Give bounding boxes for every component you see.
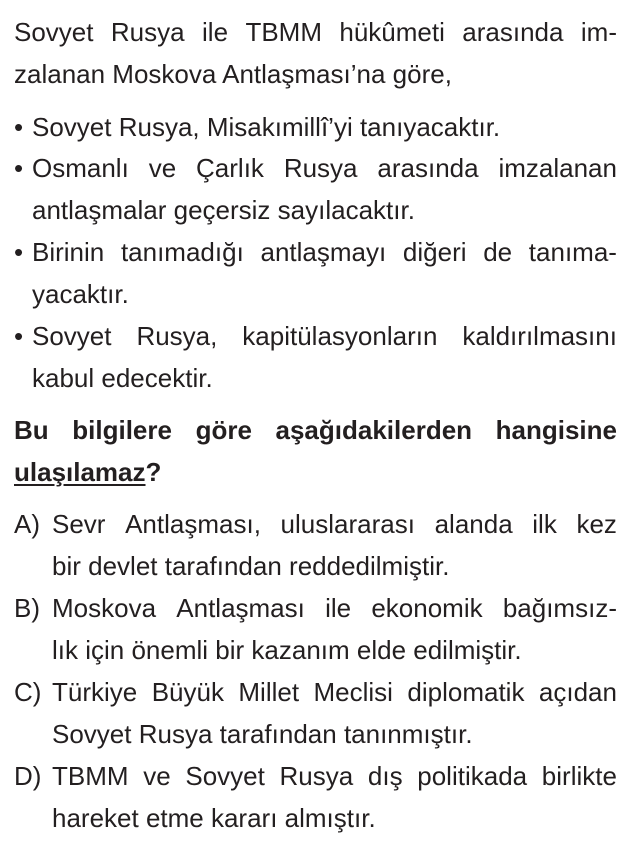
stem-line-1 (14, 16, 617, 48)
word: Büyük (151, 677, 224, 707)
word: antlaşmayı (260, 237, 387, 267)
word: ekonomik (371, 593, 483, 623)
word: bağımsız- (502, 593, 617, 623)
bullet-marker: • (14, 112, 24, 142)
bullet-4-line-1 (32, 320, 617, 352)
word: ile (202, 17, 229, 47)
word: Rusya (283, 153, 358, 183)
word: Osmanlı (32, 153, 129, 183)
bullet-1-line-1: Sovyet Rusya, Misakımillî’yi tanıyacaktır. (32, 112, 501, 142)
word: Birinin (32, 237, 105, 267)
question-emphasis: ulaşılamaz (14, 457, 146, 487)
word: ilk (532, 509, 557, 539)
option-b-line-1 (52, 592, 617, 624)
word: arasında (462, 17, 564, 47)
word: kaldırılmasını (462, 321, 617, 351)
word: kez (576, 509, 617, 539)
word: Millet (238, 677, 300, 707)
bullet-marker: • (14, 153, 24, 183)
word: politikada (417, 761, 528, 791)
option-b-letter: B) (14, 593, 40, 623)
word: Antlaşması, (125, 509, 261, 539)
word: Rusya (279, 761, 354, 791)
word: tanıma- (528, 237, 617, 267)
bullet-2-line-1 (32, 152, 617, 184)
word: Sevr (52, 509, 106, 539)
word: Bu (14, 415, 49, 445)
option-d-letter: D) (14, 761, 42, 791)
word: hükûmeti (339, 17, 445, 47)
word: de (483, 237, 513, 267)
option-b-line-2: lık için önemli bir kazanım elde edilmiştir. (52, 635, 522, 665)
question-line-1 (14, 414, 617, 446)
word: Moskova (52, 593, 157, 623)
word: Sovyet (32, 321, 112, 351)
bullet-marker: • (14, 237, 24, 267)
word: açıdan (538, 677, 617, 707)
stem-line-2: zalanan Moskova Antlaşması’na göre, (14, 59, 452, 89)
bullet-2-line-2: antlaşmalar geçersiz sayılacaktır. (32, 195, 415, 225)
option-a-line-2: bir devlet tarafından reddedilmiştir. (52, 551, 450, 581)
option-d-line-1 (52, 760, 617, 792)
word: birlikte (541, 761, 617, 791)
word: arasında (377, 153, 479, 183)
word: Türkiye (52, 677, 138, 707)
bullet-marker: • (14, 321, 24, 351)
word: ile (325, 593, 352, 623)
word: bilgilere (72, 415, 172, 445)
option-a-letter: A) (14, 509, 40, 539)
word: TBMM (245, 17, 322, 47)
word: TBMM (52, 761, 129, 791)
word: diplomatik (407, 677, 525, 707)
option-c-line-2: Sovyet Rusya tarafından tanınmıştır. (52, 719, 473, 749)
word: aşağıdakilerden (275, 415, 473, 445)
word: Rusya (110, 17, 185, 47)
word: ve (143, 761, 171, 791)
word: Meclisi (313, 677, 393, 707)
word: tanımadığı (120, 237, 244, 267)
word: Sovyet (185, 761, 265, 791)
bullet-3-line-1 (32, 236, 617, 268)
option-c-line-1 (52, 676, 617, 708)
word: diğeri (402, 237, 467, 267)
word: uluslararası (280, 509, 415, 539)
word: imzalanan (498, 153, 617, 183)
bullet-3-line-2: yacaktır. (32, 279, 129, 309)
bullet-4-line-2: kabul edecektir. (32, 363, 213, 393)
word: Antlaşması (176, 593, 305, 623)
option-c-letter: C) (14, 677, 42, 707)
word: alanda (434, 509, 513, 539)
option-a-line-1 (52, 508, 617, 540)
word: Sovyet (14, 17, 94, 47)
word: göre (195, 415, 252, 445)
question-mark: ? (145, 457, 162, 487)
word: kapitülasyonların (242, 321, 438, 351)
question-line-2 (14, 456, 161, 488)
word: dış (367, 761, 403, 791)
word: Rusya, (136, 321, 218, 351)
word: im- (580, 17, 617, 47)
word: ve (148, 153, 177, 183)
word: Çarlık (196, 153, 264, 183)
word: hangisine (495, 415, 617, 445)
option-d-line-2: hareket etme kararı almıştır. (52, 803, 376, 833)
